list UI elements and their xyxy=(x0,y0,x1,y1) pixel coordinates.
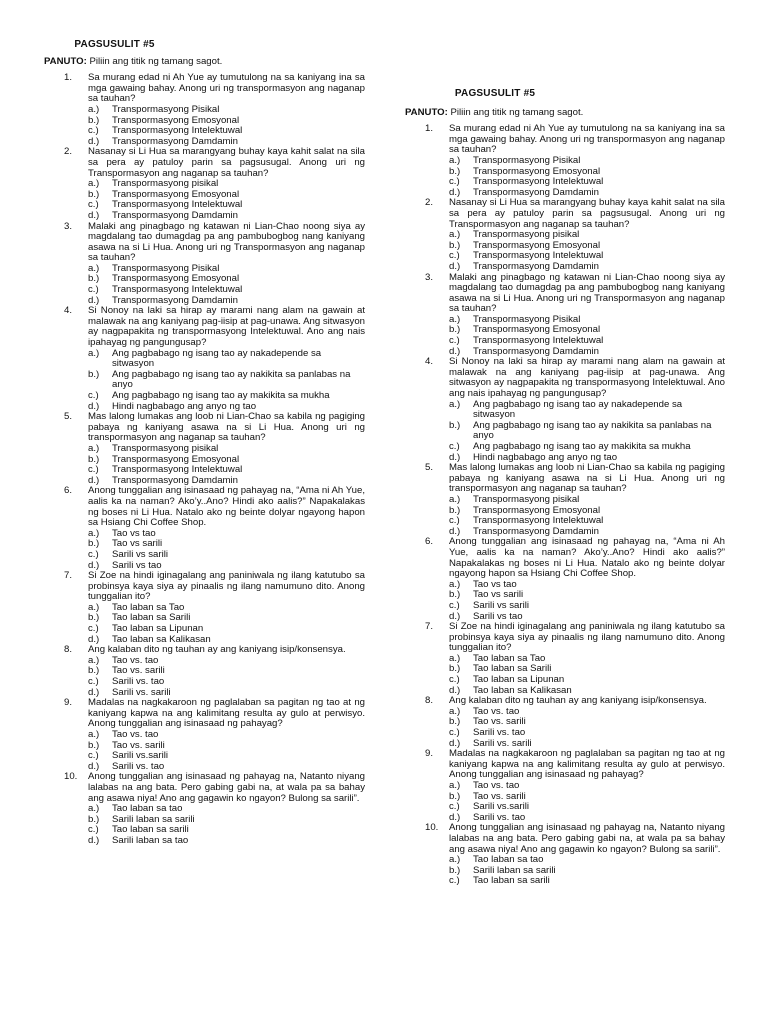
option-letter: c.) xyxy=(88,390,99,401)
option-text: Tao vs. tao xyxy=(473,780,520,791)
option-letter: d.) xyxy=(88,760,100,772)
option-text: Tao vs. tao xyxy=(112,729,159,740)
question-number: 7. xyxy=(64,570,73,582)
option-text: Tao vs. sarili xyxy=(112,665,165,677)
option-letter: a.) xyxy=(449,229,461,241)
option-text: Sarili vs. tao xyxy=(473,811,526,823)
question-number: 7. xyxy=(425,621,434,633)
option-text: Transpormasyong Emosyonal xyxy=(112,114,240,126)
option-text: Tao laban sa tao xyxy=(473,854,544,866)
answer-option xyxy=(449,421,725,442)
option-text: Transpormasyong Pisikal xyxy=(112,103,220,115)
option-text: Transpormasyong pisikal xyxy=(112,442,219,454)
question-number: 2. xyxy=(64,146,73,158)
question-number: 2. xyxy=(425,197,434,209)
option-text: Sarili laban sa sarili xyxy=(473,864,556,876)
option-letter: b.) xyxy=(88,453,100,465)
option-letter: c.) xyxy=(88,750,99,762)
option-letter: c.) xyxy=(449,674,460,686)
question-item xyxy=(405,463,725,537)
question-item xyxy=(405,357,725,463)
question-item xyxy=(405,823,725,887)
option-letter: b.) xyxy=(449,239,461,251)
question-item xyxy=(44,772,365,846)
option-letter: d.) xyxy=(449,186,461,198)
question-text: Si Zoe na hindi iginagalang ang paniniwala ng ilang katutubo sa probinsya kaya siya ay pinaalis ng ilang namumuno dito. Anong tunggalian ito? xyxy=(88,570,365,603)
quiz-column-right xyxy=(405,89,725,887)
option-text: Tao vs tao xyxy=(473,578,517,590)
question-item xyxy=(44,486,365,571)
question-text: Anong tunggalian ang isinasaad ng pahayag na, Natanto niyang lalabas na ang bata. Pero gabing gabi na, at wala pa sa bahay ang asawa niya! Ano ang gagawin ko ngayon? Bulong sa sarili”. xyxy=(88,771,365,804)
instruction-label: PANUTO: xyxy=(44,55,87,67)
question-text: Si Nonoy na laki sa hirap ay marami nang alam na gawain at malawak na ang kaniyang pag-iisip at pag-unawa. Ang sitwasyon ay nagpapakita ng transpormasyong Intelektuwal. Ano ang nais ipahayag ng pangungusap? xyxy=(88,305,365,349)
option-letter: a.) xyxy=(88,654,100,666)
option-text: Tao vs sarili xyxy=(112,538,163,550)
option-letter: c.) xyxy=(88,199,99,211)
answer-option xyxy=(449,876,725,887)
option-text: Sarili vs sarili xyxy=(112,548,168,560)
option-text: Sarili vs. tao xyxy=(112,760,165,772)
question-item xyxy=(44,571,365,645)
option-letter: b.) xyxy=(88,368,100,380)
question-number: 9. xyxy=(64,697,73,709)
instruction xyxy=(405,108,725,119)
option-text: Transpormasyong Damdamin xyxy=(473,525,600,537)
question-item xyxy=(405,537,725,622)
option-letter: a.) xyxy=(88,262,100,274)
option-text: Transpormasyong Damdamin xyxy=(112,135,239,147)
option-letter: b.) xyxy=(88,188,100,200)
option-letter: d.) xyxy=(449,610,461,622)
quiz-title: PAGSUSULIT #5 xyxy=(454,88,536,99)
option-text: Transpormasyong Intelektuwal xyxy=(473,515,604,527)
option-letter: a.) xyxy=(449,398,461,410)
option-letter: a.) xyxy=(88,103,100,115)
option-letter: a.) xyxy=(449,493,461,505)
option-letter: c.) xyxy=(449,515,460,527)
option-text: Ang pagbabago ng isang tao ay nakadepende sa sitwasyon xyxy=(473,398,683,421)
answer-option xyxy=(449,262,725,273)
question-item xyxy=(405,198,725,272)
question-text: Sa murang edad ni Ah Yue ay tumutulong na sa kaniyang ina sa mga gawaing bahay. Anong uri ng transpormasyon ang naganap sa tauhan? xyxy=(449,123,725,156)
question-number: 1. xyxy=(425,123,434,135)
option-text: Transpormasyong Emosyonal xyxy=(112,188,240,200)
option-letter: c.) xyxy=(449,441,460,452)
option-letter: b.) xyxy=(88,739,100,751)
option-letter: b.) xyxy=(449,165,461,177)
question-text: Mas lalong lumakas ang loob ni Lian-Chao sa kabila ng pagiging pabaya ng kaniyang asawa na si Li Hua. Anong uri ng transpormasyon ang naganap sa tauhan? xyxy=(88,411,365,444)
option-letter: b.) xyxy=(88,273,100,285)
option-letter: c.) xyxy=(88,548,99,560)
question-number: 4. xyxy=(425,356,434,368)
option-text: Transpormasyong Emosyonal xyxy=(473,324,601,336)
option-text: Tao vs. sarili xyxy=(112,739,165,751)
option-text: Transpormasyong Pisikal xyxy=(112,262,220,274)
option-letter: c.) xyxy=(88,824,99,836)
option-letter: a.) xyxy=(88,803,100,815)
option-text: Transpormasyong Damdamin xyxy=(473,186,600,198)
option-letter: d.) xyxy=(88,686,100,698)
option-letter: c.) xyxy=(88,623,99,635)
option-text: Transpormasyong pisikal xyxy=(473,493,580,505)
option-letter: b.) xyxy=(88,665,100,677)
option-text: Transpormasyong Pisikal xyxy=(473,313,581,325)
option-letter: d.) xyxy=(88,474,100,486)
answer-option xyxy=(88,211,365,222)
option-letter: a.) xyxy=(88,601,100,613)
option-text: Ang pagbabago ng isang tao ay makikita sa mukha xyxy=(473,441,691,452)
quiz-column-left xyxy=(44,40,365,847)
option-letter: d.) xyxy=(88,559,100,571)
question-text: Malaki ang pinagbago ng katawan ni Lian-Chao noong siya ay magdalang tao dumagdag pa ang pambubogbog nang kaniyang asawa na si Li Hua. Anong uri ng Transpormasyon ang naganap sa tauhan? xyxy=(449,271,725,315)
option-text: Sarili vs. sarili xyxy=(112,686,171,698)
question-item xyxy=(44,73,365,147)
option-text: Transpormasyong pisikal xyxy=(473,229,580,241)
question-number: 5. xyxy=(64,411,73,423)
option-letter: a.) xyxy=(449,652,461,664)
option-text: Sarili vs.sarili xyxy=(112,750,168,762)
question-text: Nasanay si Li Hua sa marangyang buhay kaya kahit salat na sila sa pera ay patuloy parin sa pagsusugal. Anong uri ng Transpormasyon ang naganap sa tauhan? xyxy=(449,197,725,230)
option-letter: b.) xyxy=(88,813,100,825)
option-text: Tao vs. tao xyxy=(112,654,159,666)
instruction-text: Piliin ang titik ng tamang sagot. xyxy=(86,55,223,67)
option-letter: a.) xyxy=(88,442,100,454)
option-text: Transpormasyong Intelektuwal xyxy=(473,176,604,188)
option-letter: d.) xyxy=(449,684,461,696)
question-item xyxy=(405,749,725,823)
option-text: Transpormasyong Emosyonal xyxy=(112,453,240,465)
option-letter: c.) xyxy=(449,875,460,887)
question-item xyxy=(405,696,725,749)
question-number: 10. xyxy=(64,771,78,783)
option-text: Transpormasyong Intelektuwal xyxy=(112,284,243,296)
option-text: Ang pagbabago ng isang tao ay nakikita sa panlabas na anyo xyxy=(473,419,712,442)
question-item xyxy=(44,412,365,486)
question-text: Anong tunggalian ang isinasaad ng pahayag na, Natanto niyang lalabas na ang bata. Pero gabing gabi na, at wala pa sa bahay ang asawa niya! Ano ang gagawin ko ngayon? Bulong sa sarili”. xyxy=(449,822,725,855)
option-letter: b.) xyxy=(88,114,100,126)
option-text: Tao laban sa Tao xyxy=(473,652,546,664)
option-text: Tao laban sa Tao xyxy=(112,601,185,613)
option-text: Sarili vs. tao xyxy=(112,676,165,688)
option-text: Tao laban sa tao xyxy=(112,803,183,815)
option-text: Hindi nagbabago ang anyo ng tao xyxy=(473,451,618,463)
option-text: Tao laban sa sarili xyxy=(473,875,550,887)
option-letter: d.) xyxy=(88,400,100,412)
answer-option xyxy=(88,370,365,391)
option-letter: d.) xyxy=(449,451,461,463)
option-text: Transpormasyong Emosyonal xyxy=(112,273,240,285)
question-item xyxy=(405,124,725,198)
option-text: Hindi nagbabago ang anyo ng tao xyxy=(112,400,257,412)
option-letter: c.) xyxy=(449,801,460,813)
option-text: Transpormasyong Damdamin xyxy=(112,209,239,221)
question-item xyxy=(44,645,365,698)
option-letter: c.) xyxy=(88,464,99,476)
option-text: Transpormasyong Emosyonal xyxy=(473,165,601,177)
option-letter: d.) xyxy=(88,135,100,147)
option-text: Transpormasyong Intelektuwal xyxy=(112,125,243,137)
option-letter: d.) xyxy=(88,209,100,221)
question-text: Madalas na nagkakaroon ng paglalaban sa pagitan ng tao at ng kaniyang kapwa na ang kalimitang resulta ay gulo at perwisyo. Anong tunggalian ang isinasaad ng pahayag? xyxy=(88,697,365,730)
option-text: Tao laban sa Lipunan xyxy=(473,674,565,686)
question-number: 3. xyxy=(425,271,434,283)
question-number: 3. xyxy=(64,220,73,232)
answer-option xyxy=(88,349,365,370)
question-number: 10. xyxy=(425,822,439,834)
question-number: 4. xyxy=(64,305,73,317)
question-number: 8. xyxy=(64,644,73,656)
option-letter: a.) xyxy=(449,780,461,791)
option-text: Tao laban sa sarili xyxy=(112,824,189,836)
option-letter: d.) xyxy=(449,737,461,749)
question-number: 6. xyxy=(425,536,434,548)
option-letter: a.) xyxy=(88,347,100,359)
question-number: 9. xyxy=(425,748,434,760)
option-letter: b.) xyxy=(449,589,461,601)
option-text: Sarili vs. sarili xyxy=(473,737,532,749)
option-text: Transpormasyong pisikal xyxy=(112,178,219,190)
instruction xyxy=(44,57,365,68)
option-letter: c.) xyxy=(449,727,460,739)
quiz-title: PAGSUSULIT #5 xyxy=(74,39,155,50)
question-number: 6. xyxy=(64,485,73,497)
option-text: Tao laban sa Sarili xyxy=(112,612,191,624)
question-text: Anong tunggalian ang isinasaad ng pahayag na, “Ama ni Ah Yue, aalis ka na naman? Ako’y..Ano? Hindi ako aalis?” Napakalakas ng boses ni Li Hua. Natalo ako ng beinte dolyar ngayong hapon sa Hsiang Chi Coffee Shop. xyxy=(88,485,365,529)
option-text: Sarili vs tao xyxy=(473,610,523,622)
question-item xyxy=(44,222,365,307)
option-text: Tao laban sa Lipunan xyxy=(112,623,204,635)
option-text: Tao laban sa Sarili xyxy=(473,663,552,675)
question-number: 1. xyxy=(64,72,73,84)
option-text: Transpormasyong Emosyonal xyxy=(473,239,601,251)
option-letter: b.) xyxy=(449,716,461,728)
option-text: Tao vs tao xyxy=(112,527,156,539)
option-letter: b.) xyxy=(449,504,461,516)
question-text: Malaki ang pinagbago ng katawan ni Lian-Chao noong siya ay magdalang tao dumagdag pa ang pambubogbog nang kaniyang asawa na si Li Hua. Anong uri ng Transpormasyon ang naganap sa tauhan? xyxy=(88,220,365,264)
option-text: Sarili laban sa tao xyxy=(112,834,189,846)
question-item xyxy=(405,622,725,696)
question-item xyxy=(44,306,365,412)
option-letter: b.) xyxy=(449,864,461,876)
answer-option xyxy=(449,400,725,421)
option-text: Tao vs. tao xyxy=(473,705,520,717)
option-text: Transpormasyong Damdamin xyxy=(473,260,600,272)
option-letter: a.) xyxy=(449,854,461,866)
option-letter: c.) xyxy=(88,284,99,296)
question-number: 5. xyxy=(425,462,434,474)
option-letter: a.) xyxy=(88,527,100,539)
option-text: Transpormasyong Intelektuwal xyxy=(112,464,243,476)
option-letter: c.) xyxy=(449,250,460,262)
option-letter: b.) xyxy=(449,324,461,336)
question-text: Si Zoe na hindi iginagalang ang paniniwala ng ilang katutubo sa probinsya kaya siya ay pinaalis ng ilang namumuno dito. Anong tunggalian ito? xyxy=(449,621,725,654)
option-letter: a.) xyxy=(449,578,461,590)
option-letter: b.) xyxy=(88,538,100,550)
option-letter: d.) xyxy=(88,294,100,306)
option-letter: d.) xyxy=(88,633,100,645)
option-letter: c.) xyxy=(88,676,99,688)
option-letter: a.) xyxy=(88,178,100,190)
instruction-text: Piliin ang titik ng tamang sagot. xyxy=(447,106,584,118)
question-number: 8. xyxy=(425,695,434,707)
option-letter: b.) xyxy=(449,419,461,431)
option-text: Ang pagbabago ng isang tao ay nakadepende sa sitwasyon xyxy=(112,347,322,370)
option-text: Transpormasyong Intelektuwal xyxy=(473,250,604,262)
option-text: Transpormasyong Intelektuwal xyxy=(112,199,243,211)
answer-option xyxy=(88,836,365,847)
question-item xyxy=(405,273,725,358)
option-letter: c.) xyxy=(449,335,460,347)
option-text: Sarili laban sa sarili xyxy=(112,813,195,825)
question-list xyxy=(44,73,365,846)
option-text: Transpormasyong Pisikal xyxy=(473,154,581,166)
option-text: Ang pagbabago ng isang tao ay nakikita sa panlabas na anyo xyxy=(112,368,351,391)
option-letter: d.) xyxy=(449,811,461,823)
option-text: Sarili vs. tao xyxy=(473,727,526,739)
option-letter: d.) xyxy=(88,834,100,846)
option-letter: a.) xyxy=(449,705,461,717)
option-letter: a.) xyxy=(88,729,100,740)
question-text: Ang kalaban dito ng tauhan ay ang kaniyang isip/konsensya. xyxy=(449,695,707,707)
question-text: Nasanay si Li Hua sa marangyang buhay kaya kahit salat na sila sa pera ay patuloy parin sa pagsusugal. Anong uri ng Transpormasyon ang naganap sa tauhan? xyxy=(88,146,365,179)
option-text: Tao vs sarili xyxy=(473,589,524,601)
instruction-label: PANUTO: xyxy=(405,106,448,118)
option-letter: c.) xyxy=(449,176,460,188)
question-text: Anong tunggalian ang isinasaad ng pahayag na, “Ama ni Ah Yue, aalis ka na naman? Ako’y..Ano? Hindi ako aalis?” Napakalakas ng boses ni Li Hua. Natalo ako ng beinte dolyar ngayong hapon sa Hsiang Chi Coffee Shop. xyxy=(449,536,725,580)
option-letter: d.) xyxy=(449,260,461,272)
option-text: Transpormasyong Damdamin xyxy=(112,294,239,306)
question-item xyxy=(44,147,365,221)
question-item xyxy=(44,698,365,772)
option-text: Sarili vs tao xyxy=(112,559,162,571)
option-letter: b.) xyxy=(88,612,100,624)
question-text: Ang kalaban dito ng tauhan ay ang kaniyang isip/konsensya. xyxy=(88,644,346,656)
option-text: Tao laban sa Kalikasan xyxy=(473,684,572,696)
option-text: Transpormasyong Emosyonal xyxy=(473,504,601,516)
option-text: Sarili vs sarili xyxy=(473,599,529,611)
option-letter: c.) xyxy=(449,599,460,611)
option-text: Transpormasyong Damdamin xyxy=(473,345,600,357)
option-text: Sarili vs.sarili xyxy=(473,801,529,813)
option-text: Tao vs. sarili xyxy=(473,790,526,802)
option-text: Transpormasyong Damdamin xyxy=(112,474,239,486)
option-text: Transpormasyong Intelektuwal xyxy=(473,335,604,347)
question-text: Mas lalong lumakas ang loob ni Lian-Chao sa kabila ng pagiging pabaya ng kaniyang asawa na si Li Hua. Anong uri ng transpormasyon ang naganap sa tauhan? xyxy=(449,462,725,495)
option-letter: b.) xyxy=(449,663,461,675)
question-list xyxy=(405,124,725,887)
option-letter: d.) xyxy=(449,345,461,357)
option-letter: b.) xyxy=(449,790,461,802)
question-text: Si Nonoy na laki sa hirap ay marami nang alam na gawain at malawak na ang kaniyang pag-iisip at pag-unawa. Ang sitwasyon ay nagpapakita ng transpormasyong Intelektuwal. Ano ang nais ipahayag ng pangungusap? xyxy=(449,356,725,400)
option-letter: a.) xyxy=(449,154,461,166)
question-text: Sa murang edad ni Ah Yue ay tumutulong na sa kaniyang ina sa mga gawaing bahay. Anong uri ng transpormasyon ang naganap sa tauhan? xyxy=(88,72,365,105)
option-text: Tao vs. sarili xyxy=(473,716,526,728)
question-text: Madalas na nagkakaroon ng paglalaban sa pagitan ng tao at ng kaniyang kapwa na ang kalimitang resulta ay gulo at perwisyo. Anong tunggalian ang isinasaad ng pahayag? xyxy=(449,748,725,781)
option-text: Tao laban sa Kalikasan xyxy=(112,633,211,645)
option-letter: d.) xyxy=(449,525,461,537)
option-letter: a.) xyxy=(449,313,461,325)
option-letter: c.) xyxy=(88,125,99,137)
option-text: Ang pagbabago ng isang tao ay makikita sa mukha xyxy=(112,390,330,401)
